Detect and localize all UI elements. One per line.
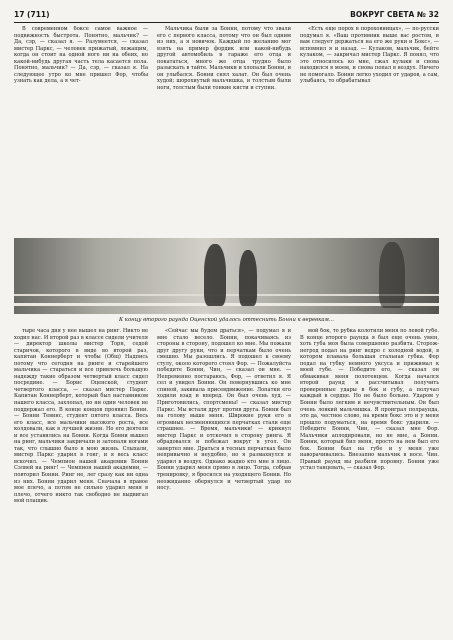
paragraph: мой бок, то рубка колотили меня по левой губе. В конце второго раунда я был еще очень умен, хоть губа моя была совершенно разбита. Сторож-негрод подал на ринг ведро с холодной водой, в котором плавала большая стальная губка. Фор подал на губку немного уксуса и прижимал к моей губе. — Победите его, — сказал он обмакивая меня полотенцем. Когда начался второй раунд я рассчитывал получить проверенные удары в бок и губу, а получал каждый в сердце. Но не было больно. Ударом у Бонни было легким и нечувствительным. Он был очень ловкий мальчишка. Я проиграл полраунда, это да, честное слово, на время бокс это и у меня прошло подуматься, на время бокс ударили. — Победите Бонни, Чин, — сказал мне Фор. Мальчики аплодировали, но не мне, а Бонни. Бонни, который бил меня, просто на нем был его бок. Бонни был на губе и у меня уже наворачивались. Внезапно мальчик в носе. Чин. Правый раунд вы разбили поровну. Бонни уже устал танцевать, — сказал Фор.: [300, 328, 439, 472]
text-column-top-1: [14, 26, 148, 236]
ring-rope: [14, 303, 439, 306]
paragraph: «Есть еще порох в пороховницах», — по-русски подумал я. «Ваш противник выше вас ростом, и вам следует держаться на его же руки и Бокс», — вспомнил я и назад. — Кулаком, мальчик, бейте кулаком, — закричал мистер Паркс. Я понял, что это относилось ко мне, сжал кулаки и снова находился в моем, и снова попал в воздух. Ничего не помогало. Бонни легко уходил от ударов, а сам, улыбаясь, то обрабатывал: [300, 26, 439, 85]
ring-rope: [14, 294, 439, 296]
paragraph: Мальчика были за Бонни, потому что звали его с первого класса, потому что он был одним из них, а я новичок. Каждый по желанию мог взять на пример фордик или какой-нибудь другой автомобиль в гараже его отца и покататься, много же отца трудно было разыскать в тайте. Мальчики и хлопали Бонни, и он улыбался. Бонни снял халат. Он был очень худой; шорохнутый мальчишка, и толстым были ноги, толстым были тонкие кисти и ступни.: [157, 26, 291, 91]
page-header: [14, 6, 439, 23]
text-column-bottom-1: [14, 328, 148, 636]
boxing-photo: [14, 238, 439, 314]
text-column-bottom-2: [157, 328, 291, 636]
paragraph: В современном боксе самое важное — подвижность быстрота. Понятно, мальчик? — Да, сэр, — сказал я. — Разумеется, — сказал мистер Паркс, — человек прижатый, лежащим, когда он стоит на одной ноге ни на обеих, но какой-нибудь другая часть тела касается пола. Понятно, мальчик? — Да, сэр, — сказал я. На следующее утро ко мне пришел Фор, чтобы узнать как дела, а я чет-: [14, 26, 148, 85]
magazine-title: ВОКРУГ СВЕТА № 32: [350, 9, 439, 19]
page-number: 17 (711): [14, 9, 50, 19]
text-column-top-2: [157, 26, 291, 236]
paragraph: «Сейчас мы будем драться», — подумал я и мне стало весело. Бонни, покачиваясь из стороны в сторону, подошел ко мне. Мы пожали друг другу руки, что и перчаткам было очень смешно. Мы разошлись. Я подошел к своему стулу, около которого стоял Фор. — Пожалуйста победите Бонни, Чин, — сказал он мне. — Непременно постараюсь, Фор, — ответил я. Я сел и увидел Бонни. Он повернувшись ко мне спиной, закивала присевдвижение. Лопатки его ходили взад и вперед. Он был очень худ. — Приготовились, спортсмены! — сказал мистер Паркс. Мы встали друг против друга. Бонни был на голову выше меня. Широкие руки его в огромных несменяющихся перчатках стали еще страшнее. — Время, мальчики! — крикнул мистер Паркс и отскочил в сторону ринга. Я обрадовался и побежал вокруг в угол. Он завертел мне. Драться в тесных перчатках было непривычно и неудобно, но я размахнулся и ударил в воздух. Однако жадно кто мне в лицо. Бонни ударил меня прямо в лицо. Тогда, собрав тренировку, я бросился на уходящего Бонни. Но неожиданно обернулся и четвертый удар по носу.: [157, 328, 291, 492]
photo-caption: К концу второго раунда Оценской удалось оттеснить Бонни к веревкам...: [119, 317, 334, 323]
spectator-figure: [379, 242, 405, 308]
boxer-figure: [239, 250, 257, 306]
text-column-top-3: [300, 26, 439, 236]
paragraph: тыре часа дня у нее вышел на ринг. Никто не ходил нас. И второй раз в классе сидели учителя — директор школы мистер Торн, седой старичок, которого в виде во второй раз, капитан Коннерберт и чтобы (Общ) Надпись потому что сегодня на ринге и старейшего мальчика — стараться и все привлечь большую надежду такие образом четвертый класс сидел посредине. — Борис Оценской, студент четвертого класса, — сказал мистер Паркс. Капитан Коннерберт, который был наставником нашего класса, захлопал, но ни один человек не поддержал его. В конце концов проявил Бонни. — Бонни Тевинс, студент пятого класса. Весь его класс, все мальчики высокого роста, все колдовали, как в лучшей жизни. Но его деятели и все уставились на Бонни. Когда Бонни вышел на ринг, мальчики закричали и затопали ногами так, что слышно было в мою жизнь. Слыхали, мистер Паркс ударил в гонг, и я весь класс вскочил. — Чемпион нашей академии Бонни Сэлвей на ринг! — Чемпион нашей академии, — повторил Бонни. Ринг не, лег сразу как ни одна из них. Бонни ударил меня. Сначала в правое мое плечо, а потом не сильно ударил меня в плечо, отчего никто так свободно не выдвигал мой плащик.: [14, 328, 148, 505]
boxer-figure: [204, 244, 226, 306]
text-column-bottom-3: [300, 328, 439, 636]
